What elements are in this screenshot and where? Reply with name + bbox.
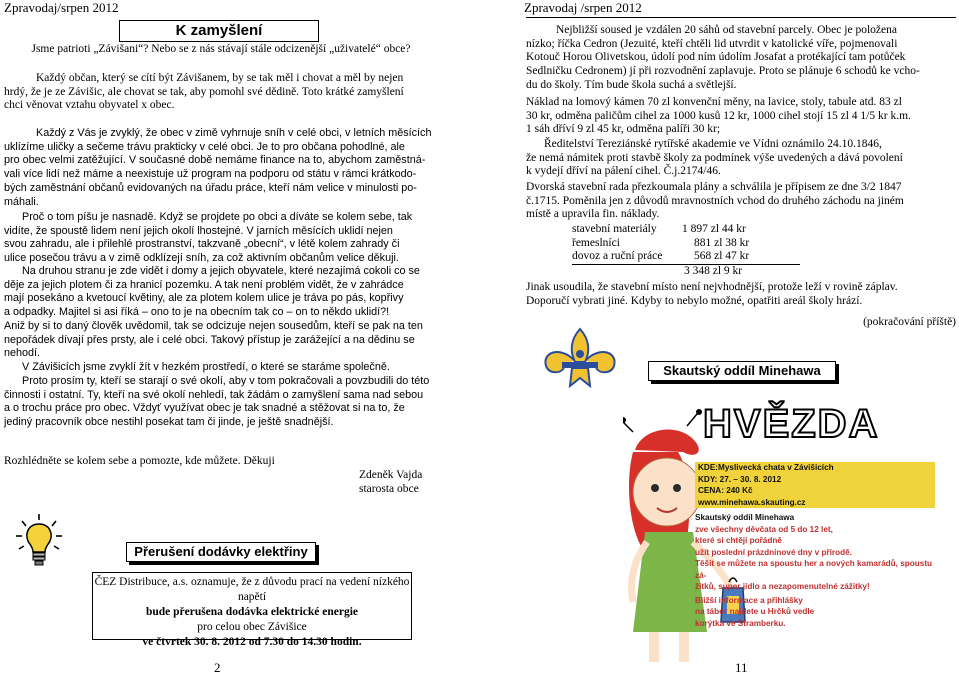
right-header-rule xyxy=(526,17,956,18)
left-header: Zpravodaj/srpen 2012 xyxy=(4,0,119,15)
lightbulb-icon xyxy=(14,512,64,570)
right-page-number: 11 xyxy=(735,660,748,675)
paragraph-5: Aniž by si to daný člověk uvědomil, tak se odcizuje nejen sousedům, kteří se pak na ten nepořádek dívají přes prsty, ale i celé obci. Takový přístup je zarážející a na dědinu se nehodí. xyxy=(4,320,423,360)
poster-title: HVĚZDA xyxy=(703,402,880,446)
paragraph-1: Každý občan, který se cítí být Závišanem, by se tak měl i chovat a měl by nejen hrdý, že je ze Závišic, ale chovat se tak, aby pomohl své dědině. Toto krátké zamyšlení chci věnovat vztahu obyvatel x obec. xyxy=(4,72,404,112)
outage-notice-box xyxy=(92,572,412,648)
paragraph-6: V Závišicích jsme zvyklí žít v hezkém prostředí, o které se staráme společně. xyxy=(22,361,390,373)
right-paragraph-3: Ředitelství Tereziánské rytířské akademie ve Vídni oznámilo 24.10.1846, že nemá námitek proti stavbě školy za podmínek výše uvedených a dává povolení k vydejí dříví na pálení cihel. Č.j.2174/46. xyxy=(526,138,903,178)
right-paragraph-4: Dvorská stavební rada přezkoumala plány a schválila je přípisem ze dne 3/2 1847 č.1715. Poměnila jen z důvodů mravnostních vchod do druhého záchodu na jiném místě a upravila fin. náklady. xyxy=(526,181,904,221)
costs-table xyxy=(572,223,802,279)
paragraph-7: Proto prosím ty, kteří se starají o své okolí, aby v tom pokračovali a povzbudili do této činnosti i ostatní. Ty, kteří na své okolí nehledí, tak žádám o zamyšlení sama nad sebou a o trochu práce pro obec. Vždyť využívat obec je tak snadné a stěžovat si na to, že jediný pracovník obce nestihl posekat tam či jinde, je ještě snadnější. xyxy=(4,375,430,429)
right-paragraph-1: Nejbližší soused je vzdálen 20 sáhů od stavební parcely. Obec je položena nízko; říčka Cedron (Jezuité, kteří chtěli lid utvrdit v katolické víře, pojmenovali Kotouč Horou Olivetskou, údolí pod ním údolím Josafat a protékající tam potůček Sedlničku Cedronem) jí při rozvodnění zaplavuje. Proto se plánuje 6 schodů ke vcho- du do školy. Tím bude škola suchá a světlejší. xyxy=(526,24,920,91)
paragraph-3: Proč o tom píšu je nasnadě. Když se projdete po obci a díváte se kolem sebe, tak vidíte, že spoustě lidem není jejich okolí lhostejné. V jarních měsících uklidí nejen svou zahradu, ale i přilehlé prostranství, takzvaně „obecní“, v létě kolem zahrady či ulice posečou trávu a v zimě odklízejí sníh, za což aktivním občanům velice děkuji. xyxy=(4,211,413,265)
costs-total: 3 348 zl 9 kr xyxy=(684,265,743,278)
outage-line-3: pro celou obec Závišice xyxy=(197,621,307,633)
continued-note: (pokračování příště) xyxy=(863,316,956,328)
scout-emblem-icon xyxy=(530,326,630,390)
scout-title: Skautský oddíl Minehawa xyxy=(648,361,836,381)
camp-poster xyxy=(623,392,959,673)
signature-role: starosta obce xyxy=(359,483,419,495)
intro-question: Jsme patrioti „Závišani“? Nebo se z nás stávají stále odcizenější „uživatelé“ obce? xyxy=(31,43,411,55)
costs-row: dovoz a ruční práce 568 zl 47 kr xyxy=(572,250,800,265)
left-page-number: 2 xyxy=(214,660,221,675)
costs-row: stavební materiály 1 897 zl 44 kr xyxy=(572,223,746,235)
right-paragraph-5: Jinak usoudila, že stavební místo není nejvhodnější, protože leží v rovině záplav. Doporučí vybrati jiné. Kdyby to nebylo možné, opatřiti areál školy hrází. xyxy=(526,281,898,307)
zamysleni-title: K zamyšlení xyxy=(119,20,319,42)
closing-line: Rozhlédněte se kolem sebe a pomozte, kde můžete. Děkuji xyxy=(4,455,275,467)
paragraph-2: Každý z Vás je zvyklý, že obec v zimě vyhrnuje sníh v celé obci, v letních měsících uklízíme uličky a sečeme trávu prakticky v celé obci. Je to pro občana pohodlné, ale pro obec velmi zatěžující. V současné době nemáme finance na to, abychom zaměstná- vali více lidí než máme a neexistuje už program na podporu od státu v rámci krátkodo- bých zaměstnání občanů evidovaných na úřadu práce, kteří nám velice v minulosti po- máhali. xyxy=(4,127,432,208)
outage-line-4: ve čtvrtek 30. 8. 2012 od 7.30 do 14.30 hodin. xyxy=(142,636,362,648)
costs-row: řemeslníci 881 zl 38 kr xyxy=(572,236,750,249)
right-header: Zpravodaj /srpen 2012 xyxy=(524,0,642,15)
outage-line-1: ČEZ Distribuce, a.s. oznamuje, že z důvodu prací na vedení nízkého napětí xyxy=(94,576,410,603)
outage-title: Přerušení dodávky elektřiny xyxy=(126,542,316,562)
signature-name: Zdeněk Vajda xyxy=(359,469,423,481)
outage-line-2: bude přerušena dodávka elektrické energie xyxy=(145,606,359,618)
poster-text: KDE:Myslivecká chata v Závišicích KDY: 27. – 30. 8. 2012 CENA: 240 Kč www.minehawa.skauting.cz Skautský oddíl Minehawa zve všechny děvčata od 5 do 12 let, které si chtějí pořádně užít poslední prázdninové dny v přírodě. Těšit se můžete na spoustu her a nových kamarádů, spoustu zá- žitků, super jídlo a nezapomenutelné zážitky! Bližší informace a přihlášky na tábor najdete u Hrčků vedle korýtka ve Štramberku. xyxy=(695,462,935,629)
right-paragraph-2: Náklad na lomový kámen 70 zl konvenční měny, na lavice, stoly, tabule atd. 83 zl 30 kr, odměna paličům cihel za 1000 kusů 12 kr, 1000 cihel stojí 15 zl 4 1/5 kr k.m. 1 sáh dříví 9 zl 45 kr, odměna palíři 30 kr; xyxy=(526,96,911,136)
paragraph-4: Na druhou stranu je zde vidět i domy a jejich obyvatele, které nezajímá cokoli co se děje za jejich plotem či za hranicí pozemku. A tak není problém vidět, že v zahrádce mají posekáno a kvetoucí květiny, ale za plotem kolem ulice je tráva po pás, kopřivy a odpadky. Majitel si asi říká – ono to je na obecním tak co – on to někdo uklidí?! xyxy=(4,265,420,319)
